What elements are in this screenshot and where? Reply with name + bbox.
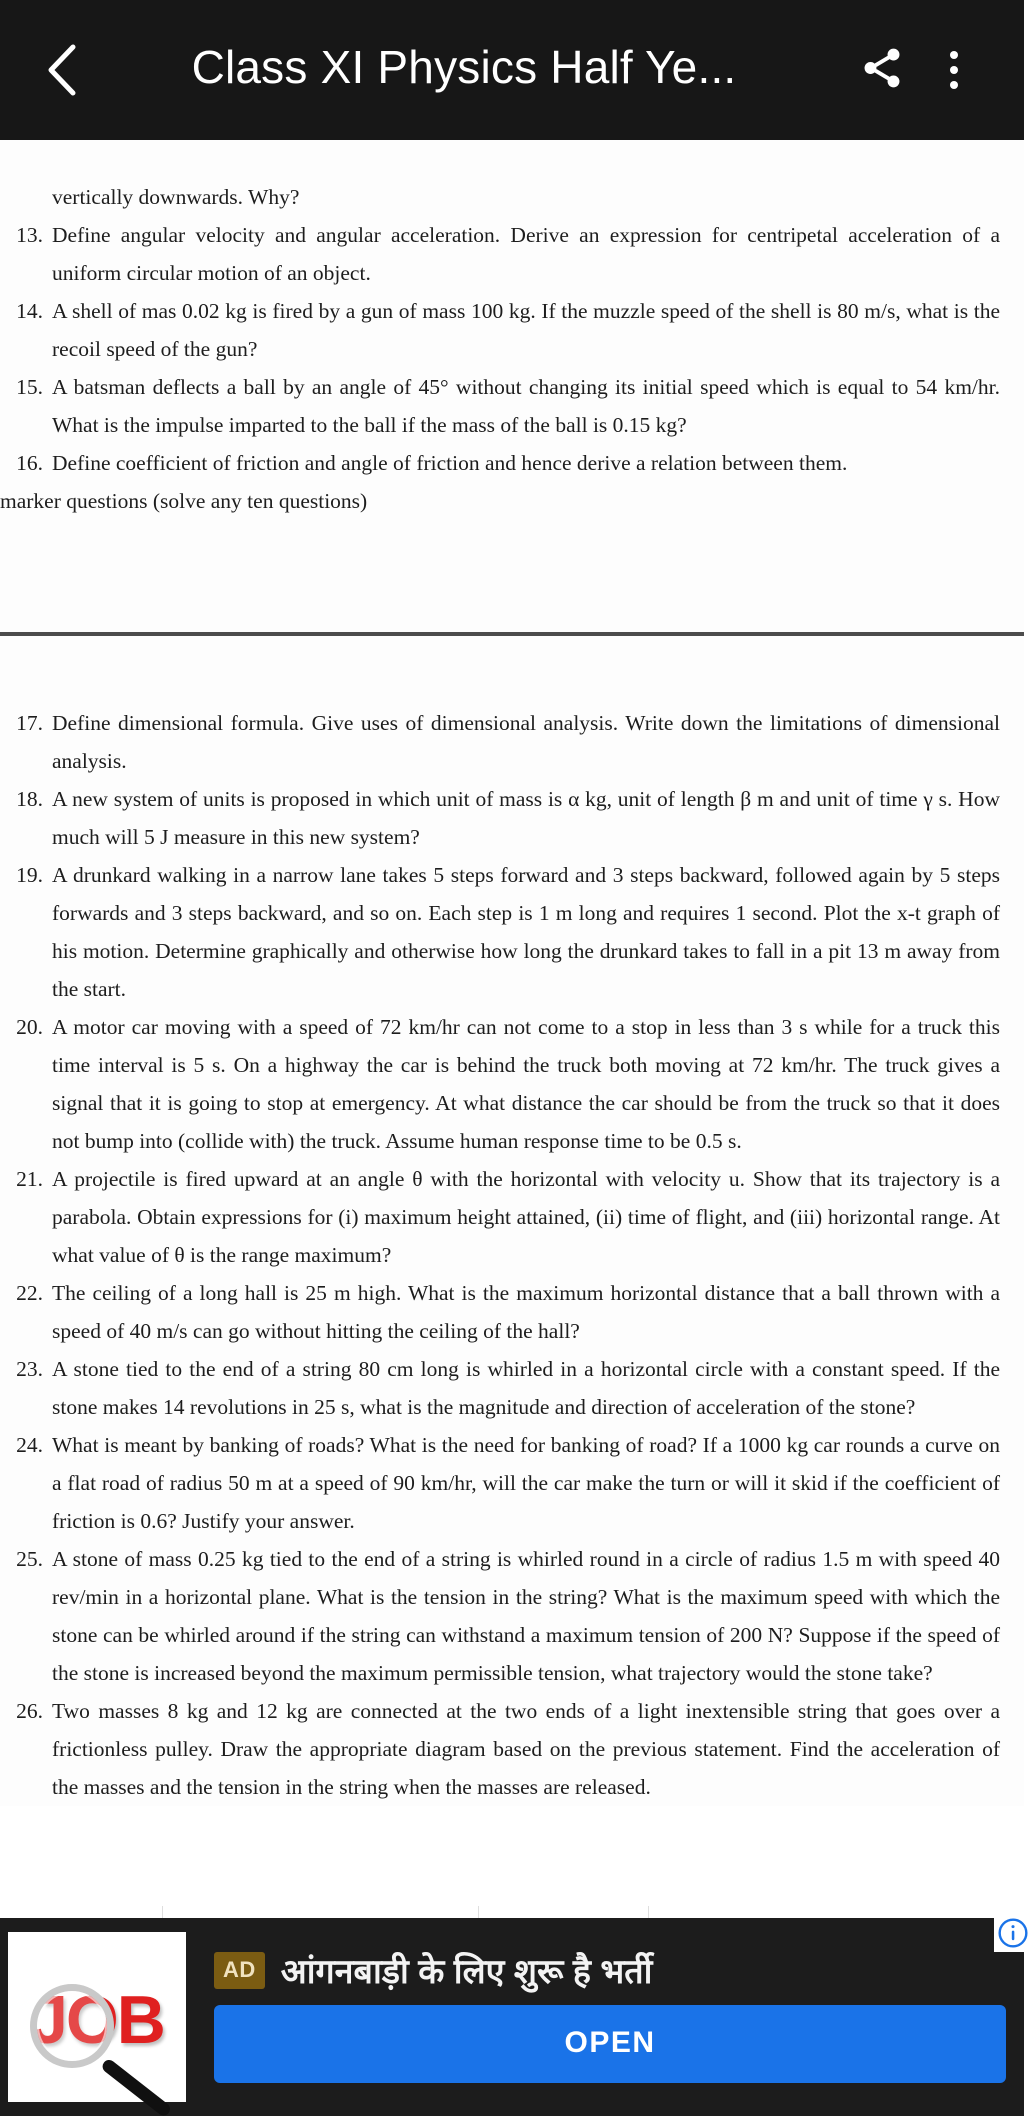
ad-content	[186, 1918, 1024, 2116]
question-number: 22.	[16, 1281, 43, 1305]
question-item	[0, 292, 1024, 368]
question-number: 17.	[16, 711, 43, 735]
share-button[interactable]	[846, 34, 918, 106]
question-text: The ceiling of a long hall is 25 m high. What is the maximum horizontal distance that a ball thrown with a speed of 40 m/s can go without hitting the ceiling of the hall?	[52, 1281, 1000, 1343]
question-item	[0, 1160, 1024, 1274]
question-text: What is meant by banking of roads? What is the need for banking of road? If a 1000 kg car rounds a curve on a flat road of radius 50 m at a speed of 90 km/hr, will the car make the turn or will it skid if the coefficient of friction is 0.6? Justify your answer.	[52, 1433, 1000, 1533]
ad-info-button[interactable]	[994, 1914, 1032, 1952]
question-number: 18.	[16, 787, 43, 811]
question-item	[0, 780, 1024, 856]
question-item	[0, 1350, 1024, 1426]
question-item	[0, 856, 1024, 1008]
question-list-upper	[0, 216, 1024, 482]
question-number: 20.	[16, 1015, 43, 1039]
ad-badge: AD	[214, 1952, 265, 1989]
marker-questions-line: marker questions (solve any ten questions)	[0, 489, 368, 513]
orphan-line	[0, 178, 1024, 216]
question-number: 25.	[16, 1547, 43, 1571]
ad-thumbnail[interactable]	[8, 1932, 186, 2102]
question-item	[0, 1692, 1024, 1806]
magnifier-icon	[30, 1984, 114, 2068]
question-number: 15.	[16, 375, 43, 399]
question-item	[0, 1426, 1024, 1540]
question-number: 16.	[16, 451, 43, 475]
question-text: A shell of mas 0.02 kg is fired by a gun of mass 100 kg. If the muzzle speed of the shell is 80 m/s, what is the recoil speed of the gun?	[52, 299, 1000, 361]
question-number: 19.	[16, 863, 43, 887]
question-item	[0, 1540, 1024, 1692]
question-text: Define angular velocity and angular acceleration. Derive an expression for centripetal acceleration of a uniform circular motion of an object.	[52, 223, 1000, 285]
question-text: A stone of mass 0.25 kg tied to the end of a string is whirled round in a circle of radius 1.5 m with speed 40 rev/min in a horizontal plane. What is the tension in the string? What is the maximum speed with which the stone can be whirled around if the string can withstand a maximum tension of 200 N? Suppose if the speed of the stone is increased beyond the maximum permissible tension, what trajectory would the stone take?	[52, 1547, 1000, 1685]
question-text: Two masses 8 kg and 12 kg are connected at the two ends of a light inextensible string that goes over a frictionless pulley. Draw the appropriate diagram based on the previous statement. Find the acceleration of the masses and the tension in the string when the masses are released.	[52, 1699, 1000, 1799]
question-text: Define dimensional formula. Give uses of dimensional analysis. Write down the limitations of dimensional analysis.	[52, 711, 1000, 773]
document-page-lower	[0, 636, 1024, 1806]
magnifier-handle-icon	[100, 2057, 173, 2118]
question-item	[0, 216, 1024, 292]
overflow-menu-button[interactable]	[918, 34, 990, 106]
ad-banner[interactable]	[0, 1918, 1024, 2116]
question-number: 23.	[16, 1357, 43, 1381]
chevron-left-icon	[43, 42, 83, 98]
ad-thumbnail-text: JOB	[30, 1982, 164, 2059]
app-bar	[0, 0, 1024, 140]
question-text: A drunkard walking in a narrow lane takes 5 steps forward and 3 steps backward, followed again by 5 steps forwards and 3 steps backward, and so on. Each step is 1 m long and requires 1 second. Plot the x-t graph of his motion. Determine graphically and otherwise how long the drunkard takes to fall in a pit 13 m away from the start.	[52, 863, 1000, 1001]
question-text: A motor car moving with a speed of 72 km/hr can not come to a stop in less than 3 s while for a truck this time interval is 5 s. On a highway the car is behind the truck both moving at 72 km/hr. The truck gives a signal that it is going to stop at emergency. At what distance the car should be from the truck so that it does not bump into (collide with) the truck. Assume human response time to be 0.5 s.	[52, 1015, 1000, 1153]
question-text: Define coefficient of friction and angle of friction and hence derive a relation between them.	[52, 451, 848, 475]
document-viewer[interactable]	[0, 140, 1024, 2116]
page-title: Class XI Physics Half Ye...	[191, 41, 737, 93]
ad-open-button[interactable]: OPEN	[214, 2005, 1006, 2083]
question-item	[0, 444, 1024, 482]
question-text: A stone tied to the end of a string 80 cm long is whirled in a horizontal circle with a constant speed. If the stone makes 14 revolutions in 25 s, what is the magnitude and direction of acceleration of the stone?	[52, 1357, 1000, 1419]
ad-headline-row	[214, 1947, 1006, 1993]
blank-page-area	[0, 520, 1024, 632]
orphan-line-text: vertically downwards. Why?	[52, 185, 300, 209]
question-number: 24.	[16, 1433, 43, 1457]
question-number: 13.	[16, 223, 43, 247]
question-text: A new system of units is proposed in which unit of mass is α kg, unit of length β m and unit of time γ s. How much will 5 J measure in this new system?	[52, 787, 1000, 849]
question-text: A projectile is fired upward at an angle θ with the horizontal with velocity u. Show that its trajectory is a parabola. Obtain expressions for (i) maximum height attained, (ii) time of flight, and (iii) horizontal range. At what value of θ is the range maximum?	[52, 1167, 1000, 1267]
question-item	[0, 1008, 1024, 1160]
more-vertical-icon	[950, 51, 958, 89]
info-circle-icon	[997, 1917, 1029, 1949]
document-page-upper	[0, 140, 1024, 632]
ad-headline: आंगनबाड़ी के लिए शुरू है भर्ती	[280, 1953, 653, 1991]
share-icon	[859, 45, 905, 96]
question-text: A batsman deflects a ball by an angle of 45° without changing its initial speed which is equal to 54 km/hr. What is the impulse imparted to the ball if the mass of the ball is 0.15 kg?	[52, 375, 1000, 437]
question-number: 21.	[16, 1167, 43, 1191]
back-button[interactable]	[34, 41, 92, 99]
question-item	[0, 1274, 1024, 1350]
question-item	[0, 368, 1024, 444]
question-number: 14.	[16, 299, 43, 323]
question-number: 26.	[16, 1699, 43, 1723]
question-list-lower	[0, 704, 1024, 1806]
question-item	[0, 704, 1024, 780]
